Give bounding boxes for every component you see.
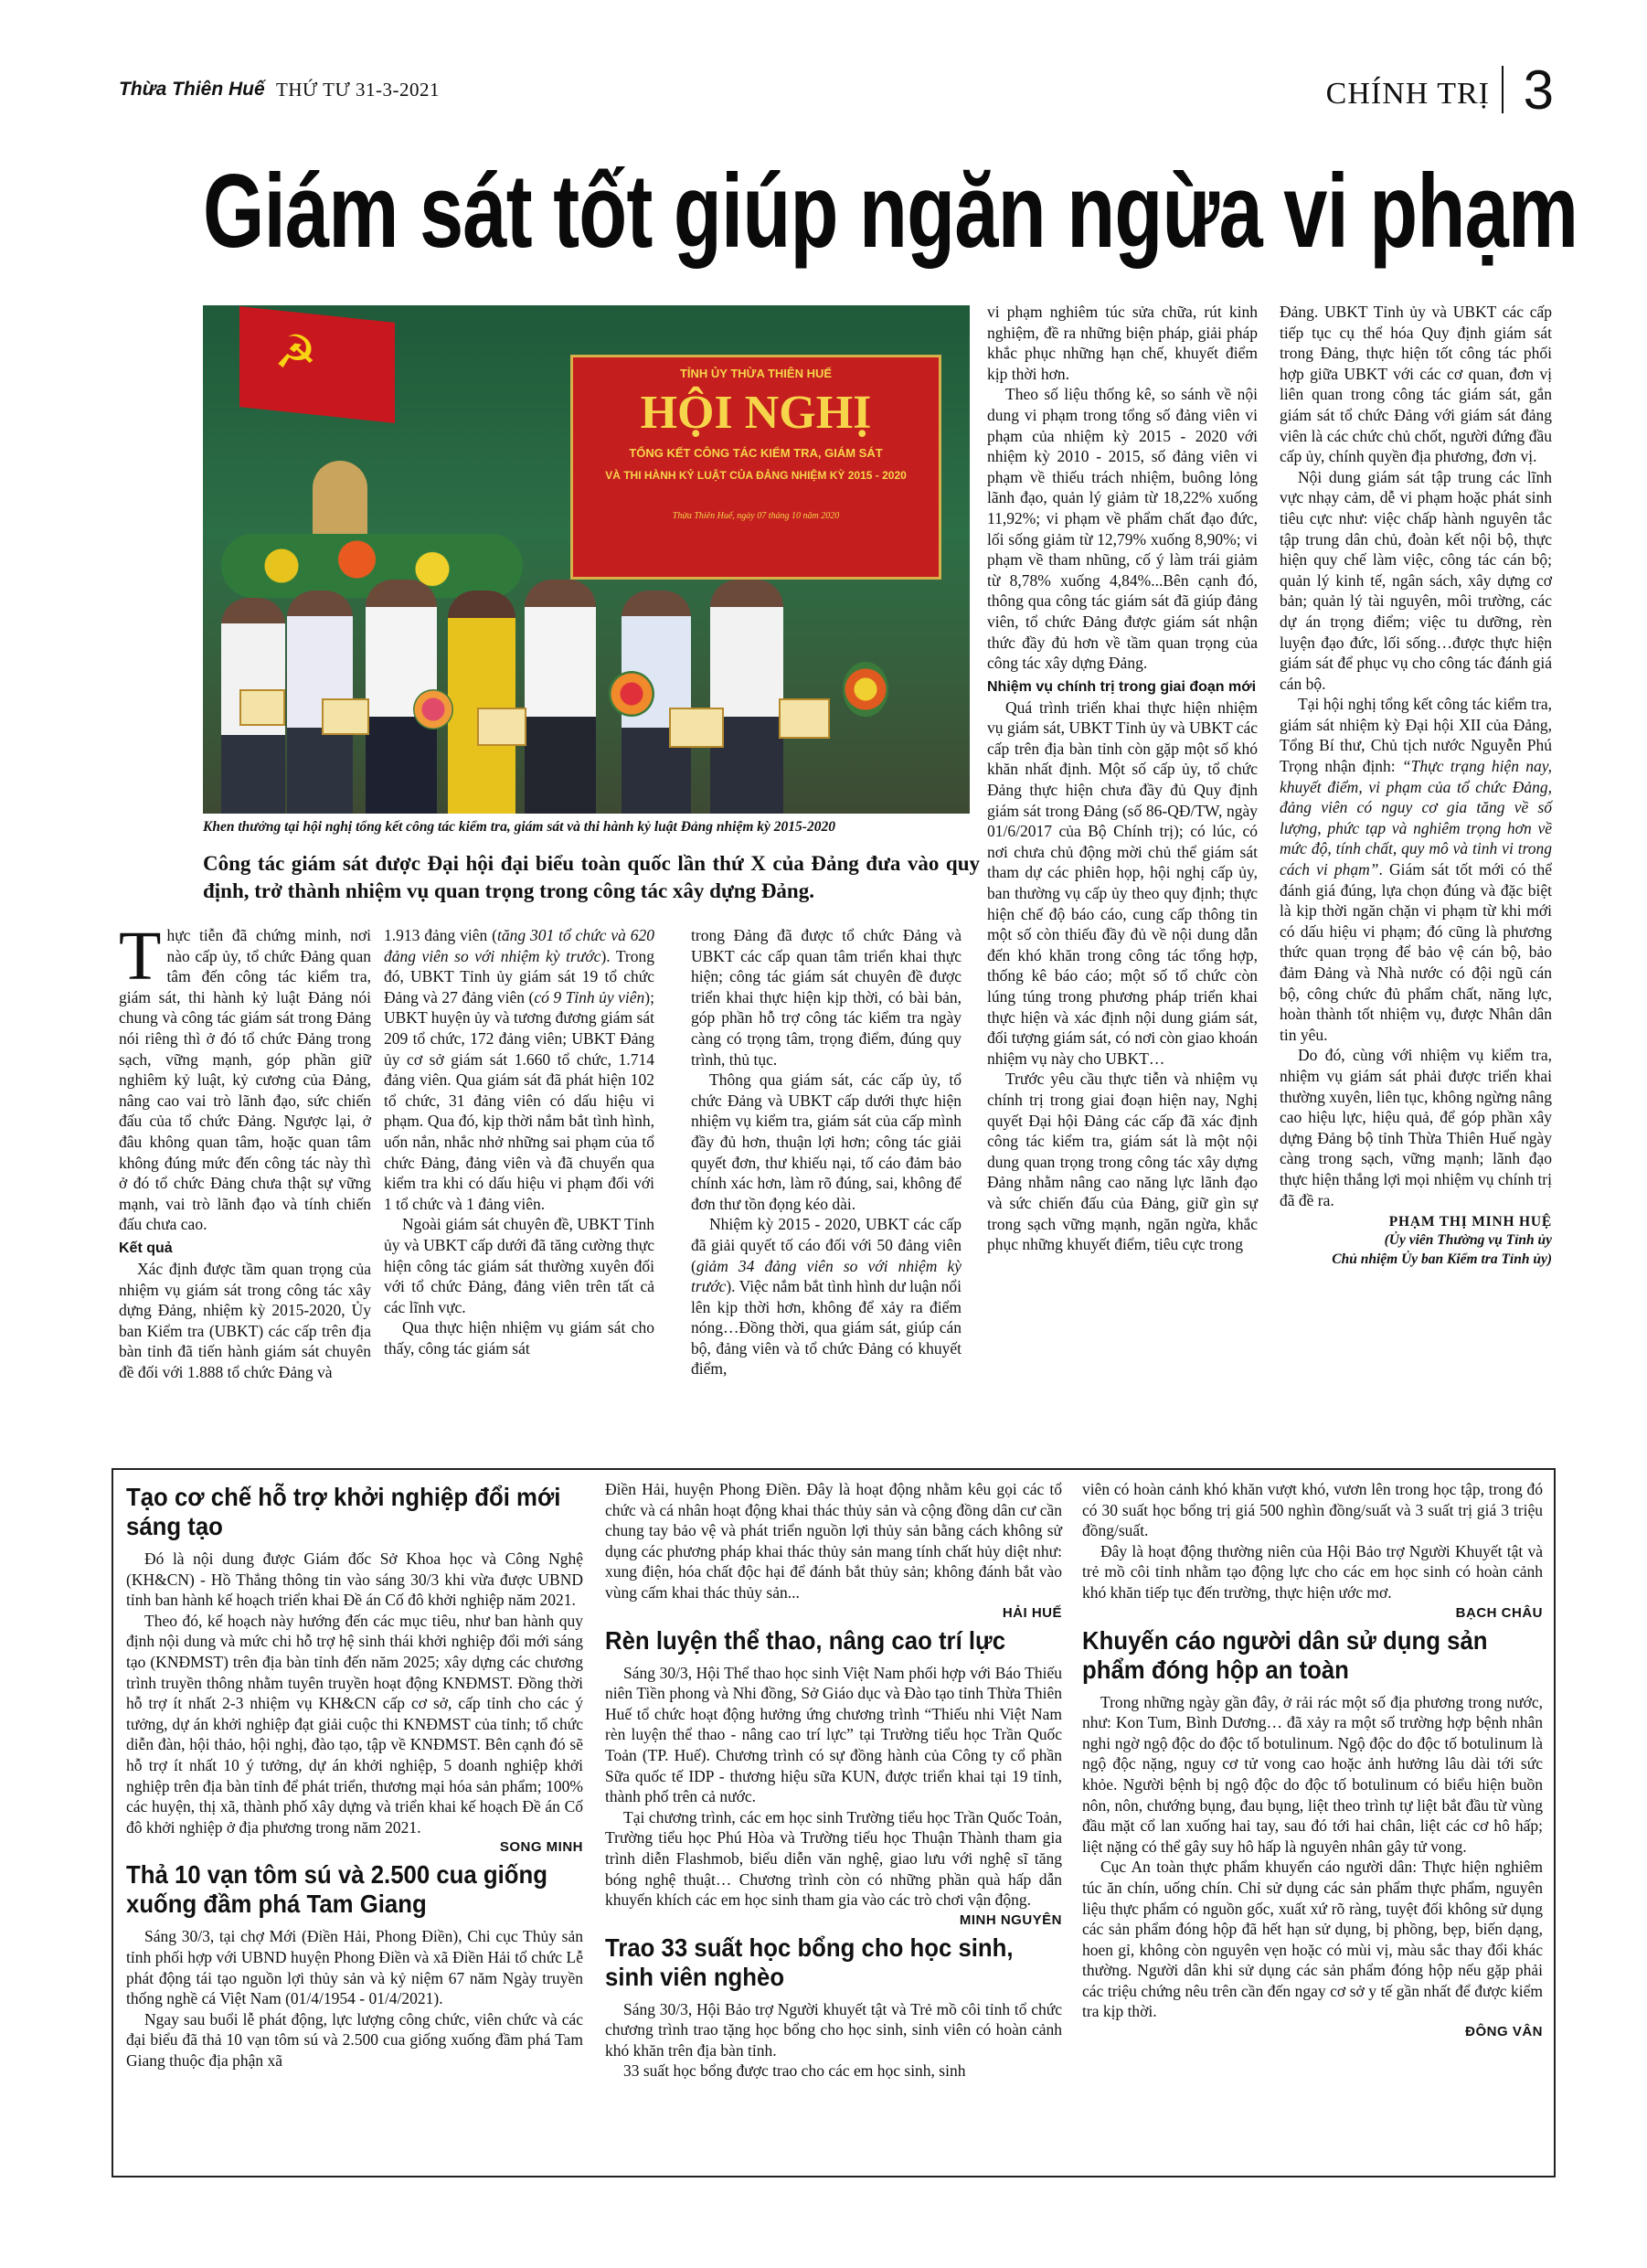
- author-title-2: Chủ nhiệm Ủy ban Kiểm tra Tỉnh ủy): [1332, 1251, 1552, 1268]
- body-paragraph: trong Đảng đã được tổ chức Đảng và UBKT các cấp quan tâm triển khai thực hiện; công tác giám sát chuyên đề được triển khai thực hiện kịp thời, có bài bản, góp phần hỗ trợ công tác kiểm tra ngày càng có trọng tâm, trọng điểm, đúng quy trình, thủ tục.: [691, 926, 962, 1069]
- party-flag: [239, 306, 395, 423]
- news-paragraph: Cục An toàn thực phẩm khuyến cáo người dân: Thực hiện nghiêm túc ăn chín, uống chín. Chỉ sử dụng các sản phẩm thực phẩm, nguyên liệu thực phẩm có nguồn gốc, xuất xứ rõ ràng, tuyệt đối không sử dụng các sản phẩm đóng hộp đã hết hạn sử dụng, bị phồng, bẹp, biến dạng, hoen gỉ, không còn nguyên vẹn hoặc có mùi vị, màu sắc thay đổi khác thường. Người dân khi sử dụng các sản phẩm đóng hộp nếu gặp phải các triệu chứng nêu trên cần đến ngay cơ sở y tế gần nhất để được kiểm tra kịp thời.: [1082, 1858, 1543, 2021]
- issue-date: THỨ TƯ 31-3-2021: [276, 79, 441, 101]
- page-number: 3: [1523, 59, 1554, 121]
- body-paragraph: Nhiệm kỳ 2015 - 2020, UBKT các cấp đã giải quyết tố cáo đối với 50 đảng viên (giảm 34 đảng viên so với nhiệm kỳ trước). Việc nắm bắt tình hình dư luận nổi lên kịp thời hơn, không để xảy ra điểm nóng…Đồng thời, qua giám sát, giúp cán bộ, đảng viên và tổ chức Đảng có khuyết điểm,: [691, 1215, 962, 1379]
- article-column-1: [119, 918, 371, 1382]
- news-paragraph: Sáng 30/3, Hội Thể thao học sinh Việt Nam phối hợp với Báo Thiếu niên Tiền phong và Nhi đồng, Sở Giáo dục và Đào tạo tỉnh Thừa Thiên Huế tổ chức hoạt động hưởng ứng chương trình “Thiếu nhi Việt Nam rèn luyện thể thao - nâng cao trí lực” tại Trường tiểu học Trần Quốc Toản (TP. Huế). Chương trình có sự đồng hành của Công ty cổ phần Sữa quốc tế IDP - thương hiệu sữa KUN, được triển khai tại 19 tỉnh, thành phố trên cả nước.: [605, 1663, 1062, 1806]
- banner-line1: TỔNG KẾT CÔNG TÁC KIỂM TRA, GIÁM SÁT: [629, 446, 883, 460]
- body-paragraph: Nội dung giám sát tập trung các lĩnh vực nhạy cảm, dễ vi phạm hoặc phát sinh tiêu cực như: việc chấp hành nguyên tắc tập trung dân chủ, đoàn kết nội bộ, thực hiện quy chế làm việc, công tác cán bộ; quản lý kinh tế, ngân sách, xây dựng cơ bản; quản lý tài nguyên, môi trường, các dự án trọng điểm; việc tu dưỡng, rèn luyện đạo đức, lối sống…được thực hiện giám sát để phục vụ cho công tác đánh giá cán bộ.: [1280, 467, 1552, 693]
- subhead-ketqua: Kết quả: [119, 1240, 173, 1256]
- banner-title: HỘI NGHỊ: [640, 387, 872, 439]
- body-paragraph: Trước yêu cầu thực tiễn và nhiệm vụ chính trị trong giai đoạn hiện nay, Nghị quyết Đại hội Đảng các cấp đã xác định công tác kiểm tra, giám sát là một nội dung quan trọng trong công tác xây dựng Đảng nhằm nâng cao năng lực lãnh đạo và sức chiến đấu của Đảng, giữ gìn sự trong sạch vững mạnh, ngăn ngừa, khắc phục những khuyết điểm, tiêu cực trong: [987, 1070, 1258, 1254]
- news-byline: BẠCH CHÂU: [1455, 1604, 1543, 1621]
- news-paragraph: Ngay sau buổi lễ phát động, lực lượng công chức, viên chức và các đại biểu đã thả 10 vạn tôm sú và 2.500 cua giống xuống đầm phá Tam Giang thuộc địa phận xã: [126, 2009, 583, 2070]
- news-paragraph: Đó là nội dung được Giám đốc Sở Khoa học và Công Nghệ (KH&CN) - Hồ Thắng thông tin vào sáng 30/3 khi vừa được UBND tỉnh ban hành kế hoạch triển khai Đề án Cố đô khởi nghiệp năm 2021.: [126, 1549, 583, 1610]
- bust: [313, 461, 367, 543]
- news-byline: SONG MINH: [499, 1839, 583, 1856]
- news-column-3: [1082, 1479, 1543, 2045]
- body-paragraph: Ngoài giám sát chuyên đề, UBKT Tỉnh ủy và UBKT cấp dưới đã tăng cường thực hiện công tác giám sát thường xuyên đối với tổ chức Đảng, đảng viên trên tất cả các lĩnh vực.: [384, 1215, 654, 1316]
- certificate: [669, 708, 724, 748]
- news-paragraph: 33 suất học bổng được trao cho các em học sinh, sinh: [623, 2061, 966, 2081]
- body-paragraph: Quá trình triển khai thực hiện nhiệm vụ giám sát, UBKT Tỉnh ủy và UBKT các cấp trên địa bàn tỉnh còn gặp một số khó khăn nhất định. Một số cấp ủy, tổ chức Đảng thực hiện chưa đầy đủ Quy định giám sát trong Đảng (số 86-QĐ/TW, ngày 01/6/2017 của Bộ Chính trị); có lúc, có nơi chưa chủ động mời chủ thể giám sát tham dự các phiên họp, hội nghị cấp ủy, ban thường vụ cấp ủy theo quy định; thực hiện chế độ báo cáo, cung cấp thông tin một số còn thiếu đầy đủ về nội dung dẫn đến khó khăn trong công tác tổng hợp, thống kê báo cáo; một số tổ chức còn lúng túng trong phương pháp triển khai thực hiện và xác định nội dung giám sát, đối tượng giám sát, có nơi còn giao khoán nhiệm vụ này cho UBKT…: [987, 697, 1259, 1068]
- conference-banner: [570, 355, 941, 580]
- body-paragraph: Thực tiễn đã chứng minh, nơi nào cấp ủy, tổ chức Đảng quan tâm đến công tác kiểm tra, giám sát, thi hành kỷ luật Đảng nói chung và công tác giám sát trong Đảng nói riêng thì ở đó tổ chức Đảng trong sạch, vững mạnh, góp phần giữ nghiêm kỷ luật, kỷ cương của Đảng, nâng cao vai trò lãnh đạo, sức chiến đấu của tổ chức Đảng. Ngược lại, ở đâu không quan tâm, hoặc quan tâm không đúng mức đến công tác này thì ở đó tổ chức Đảng chưa thật sự vững mạnh, vai trò lãnh đạo và tính chiến đấu chưa cao.: [119, 918, 371, 1234]
- body-paragraph: Thông qua giám sát, các cấp ủy, tổ chức Đảng và UBKT cấp dưới thực hiện nhiệm vụ kiểm tra, giám sát của cấp mình đầy đủ hơn, thuận lợi hơn; công tác giải quyết đơn, thư khiếu nại, tố cáo đảm bảo chính xác hơn, làm rõ đúng, sai, không để đơn thư tồn đọng kéo dài.: [691, 1070, 962, 1213]
- news-paragraph: Sáng 30/3, Hội Bảo trợ Người khuyết tật và Trẻ mồ côi tỉnh tổ chức chương trình trao tặng học bổng cho học sinh, sinh viên có hoàn cảnh khó khăn trên địa bàn tỉnh.: [605, 1999, 1062, 2060]
- main-photo: [203, 305, 970, 814]
- dropcap: T: [119, 918, 162, 995]
- person: [448, 591, 515, 814]
- news-title: Tạo cơ chế hỗ trợ khởi nghiệp đổi mới sáng tạo: [126, 1483, 561, 1540]
- person: [525, 580, 596, 814]
- news-paragraph: Điền Hải, huyện Phong Điền. Đây là hoạt động nhằm kêu gọi các tổ chức và cá nhân hoạt động khai thác thủy sản và cộng đồng dân cư cần chung tay bảo vệ và phát triển nguồn lợi thủy sản bằng cách không sử dụng các phương pháp khai thác thủy sản mang tính chất hủy diệt như: xung điện, hóa chất độc hại để đánh bắt thủy sản; không đánh bắt vào vùng cấm khai thác thủy sản...: [605, 1480, 1062, 1602]
- news-paragraph: Theo đó, kế hoạch này hướng đến các mục tiêu, như ban hành quy định nội dung và mức chi hỗ trợ hệ sinh thái khởi nghiệp đổi mới sáng tạo (KNĐMST) trên địa bàn tỉnh đến năm 2025; xây dựng các chương trình truyền thông nhằm tuyên truyền hoạt động KNĐMST. Đồng thời hỗ trợ ít nhất 2-3 nhiệm vụ KH&CN cấp cơ sở, cấp tỉnh cho các ý tưởng, dự án khởi nghiệp đạt giải cuộc thi KNĐMST của tỉnh; tổ chức diễn đàn, hội thảo, hội nghị, đào tạo, tập về KNĐMST. Bên cạnh đó sẽ hỗ trợ ít nhất 10 ý tưởng, dự án khởi nghiệp, 5 doanh nghiệp khởi nghiệp trên địa bàn tỉnh để phát triển, thương mại hóa sản phẩm; 100% các huyện, thị xã, thành phố xây dựng và triển khai kế hoạch Đề án Cố đô khởi nghiệp ở địa phương trong năm 2021.: [126, 1611, 583, 1837]
- news-title: Thả 10 vạn tôm sú và 2.500 cua giống xuống đầm phá Tam Giang: [126, 1860, 547, 1919]
- certificate: [239, 689, 285, 726]
- subhead-nhiemvu: Nhiệm vụ chính trị trong giai đoạn mới: [987, 678, 1257, 695]
- author-title-1: (Ủy viên Thường vụ Tỉnh ủy: [1384, 1232, 1552, 1249]
- author-name: PHẠM THỊ MINH HUỆ: [1388, 1214, 1552, 1230]
- banner-org: TỈNH ỦY THỪA THIÊN HUẾ: [679, 367, 833, 380]
- news-paragraph: Sáng 30/3, tại chợ Mới (Điền Hải, Phong Điền), Chi cục Thủy sản tỉnh phối hợp với UBND huyện Phong Điền và xã Điền Hải tổ chức Lễ phát động tái tạo nguồn lợi thủy sản và kỷ niệm 67 năm Ngày truyền thống nghề cá Việt Nam (01/4/1954 - 01/4/2021).: [126, 1927, 583, 2008]
- article-column-5: [1280, 302, 1552, 1269]
- headline: Giám sát tốt giúp ngăn ngừa vi phạm: [203, 154, 1578, 270]
- news-byline: ĐÔNG VÂN: [1465, 2024, 1543, 2040]
- flower-bouquet: [609, 671, 654, 717]
- news-byline: HẢI HUẾ: [1002, 1604, 1062, 1621]
- news-title: Rèn luyện thể thao, nâng cao trí lực: [605, 1625, 1006, 1655]
- flower-bouquet: [413, 689, 453, 729]
- banner-line2: VÀ THI HÀNH KỶ LUẬT CỦA ĐẢNG NHIỆM KỲ 2015 - 2020: [605, 469, 907, 482]
- body-paragraph: Do đó, cùng với nhiệm vụ kiểm tra, nhiệm vụ giám sát phải được triển khai thường xuyên, liên tục, không ngừng nâng cao hiệu lực, hiệu quả, để góp phần xây dựng Đảng bộ tỉnh Thừa Thiên Huế ngày càng trong sạch, vững mạnh; lãnh đạo thực hiện thắng lợi mọi nhiệm vụ chính trị đã đề ra.: [1280, 1046, 1552, 1209]
- body-paragraph: Tại hội nghị tổng kết công tác kiểm tra, giám sát nhiệm kỳ Đại hội XII của Đảng, Tổng Bí thư, Chủ tịch nước Nguyễn Phú Trọng nhận định: “Thực trạng hiện nay, khuyết điểm, vi phạm của tổ chức Đảng, đảng viên có nguy cơ gia tăng về số lượng, phức tạp và nghiêm trọng hơn về mức độ, tính chất, quy mô và tinh vi trong cách vi phạm”. Giám sát tốt mới có thể đánh giá đúng, lựa chọn đúng và đặc biệt là kịp thời ngăn chặn vi phạm từ khi mới có dấu hiệu vi phạm; đó cũng là phương thức quan trọng để bảo vệ cán bộ, bảo đảm Đảng và Nhà nước có đội ngũ cán bộ, công chức đủ phẩm chất, năng lực, hoàn thành tốt nhiệm vụ, được Nhân dân tin yêu.: [1280, 695, 1552, 1044]
- news-column-2: [605, 1479, 1062, 2082]
- news-paragraph: Trong những ngày gần đây, ở rải rác một số địa phương trong nước, như: Kon Tum, Bình Dương… đã xảy ra một số trường hợp bệnh nhân nghi ngờ ngộ độc do độc tố botulinum. Ngộ độc do độc tố botulinum là ngộ độc nặng, nguy cơ tử vong cao hoặc ảnh hưởng lâu dài tới sức khỏe. Người bệnh bị ngộ độc do độc tố botulinum có biểu hiện buồn nôn, nôn, chướng bụng, đau bụng, liệt theo trình tự liệt bắt đầu từ vùng đầu mặt cổ lan xuống hai tay, sau đó tới hai chân, liệt các cơ hô hấp; liệt nặng có thể gây suy hô hấp là nguyên nhân gây tử vong.: [1082, 1692, 1543, 1856]
- news-byline: MINH NGUYÊN: [959, 1911, 1062, 1928]
- article-column-2: [384, 925, 654, 1358]
- certificate: [477, 708, 526, 746]
- certificate: [779, 698, 830, 739]
- news-column-1: [126, 1479, 583, 2071]
- news-title: Khuyến cáo người dân sử dụng sản phẩm đóng hộp an toàn: [1082, 1625, 1488, 1684]
- body-paragraph: 1.913 đảng viên (tăng 301 tổ chức và 620 đảng viên so với nhiệm kỳ trước). Trong đó, UBKT Tỉnh ủy giám sát 19 tổ chức Đảng và 27 đảng viên (có 9 Tỉnh ủy viên); UBKT huyện ủy và tương đương giám sát 209 tổ chức, 172 đảng viên; UBKT Đảng ủy cơ sở giám sát 1.660 tổ chức, 1.714 đảng viên. Qua giám sát đã phát hiện 102 tổ chức, 31 đảng viên có dấu hiệu vi phạm. Qua đó, kịp thời nắm bắt tình hình, uốn nắn, nhắc nhở những sai phạm của tổ chức Đảng, đảng viên và đã chuyển qua kiểm tra khi có dấu hiệu vi phạm đối với 1 tổ chức và 1 đảng viên.: [384, 926, 654, 1213]
- news-paragraph: Tại chương trình, các em học sinh Trường tiểu học Trần Quốc Toản, Trường tiểu học Phú Hòa và Trường tiểu học Thuận Thành tham gia trình diễn Flashmob, biểu diễn văn nghệ, giao lưu với nghệ sĩ tăng bóng nghệ thuật… Chương trình còn có những phần quà hấp dẫn khuyến khích các em học sinh tham gia vào các trò chơi vận động.: [605, 1807, 1062, 1910]
- body-paragraph: Theo số liệu thống kê, so sánh về nội dung vi phạm trong tổng số đảng viên vi phạm của nhiệm kỳ 2015 - 2020 với nhiệm kỳ 2010 - 2015, số đảng viên vi phạm về thiếu trách nhiệm, buông lỏng lãnh đạo, quản lý giảm từ 18,22% xuống 11,92%; vi phạm về phẩm chất đạo đức, lối sống giảm từ 12,79% xuống 8,90%; vi phạm về tham nhũng, cố ý làm trái giảm từ 8,78% xuống 4,84%...Bên cạnh đó, thông qua công tác giám sát đã giúp đảng viên, tổ chức Đảng được giám sát nhận thức đầy đủ hơn về tầm quan trọng của công tác xây dựng Đảng.: [987, 385, 1258, 673]
- page-header: [119, 59, 1554, 122]
- flower-bouquet: [843, 662, 888, 717]
- news-paragraph: Đây là hoạt động thường niên của Hội Bảo trợ Người Khuyết tật và trẻ mồ côi tỉnh nhằm tạo động lực cho các em học sinh có hoàn cảnh khó khăn tiếp tục đến trường, thực hiện ước mơ.: [1082, 1541, 1543, 1602]
- paper-name: Thừa Thiên Huế: [119, 79, 265, 100]
- certificate: [322, 698, 369, 735]
- section-name: CHÍNH TRỊ: [1325, 77, 1490, 111]
- news-title: Trao 33 suất học bổng cho học sinh, sinh viên nghèo: [605, 1933, 1014, 1991]
- body-paragraph: Đảng. UBKT Tỉnh ủy và UBKT các cấp tiếp tục cụ thể hóa Quy định giám sát trong Đảng, thực hiện tốt công tác phối hợp giữa UBKT với các cơ quan, đơn vị liên quan trong công tác giám sát, gắn giám sát tổ chức Đảng với giám sát đảng viên là các chức chủ chốt, người đứng đầu cấp ủy, chính quyền địa phương, đơn vị.: [1280, 303, 1552, 466]
- sapo: Công tác giám sát được Đại hội đại biểu toàn quốc lần thứ X của Đảng đưa vào quy định, trở thành nhiệm vụ quan trọng trong công tác xây dựng Đảng.: [203, 852, 980, 902]
- article-column-4: [987, 302, 1258, 1255]
- banner-date: Thừa Thiên Huế, ngày 07 tháng 10 năm 2020: [672, 511, 840, 521]
- article-column-3: [691, 925, 962, 1379]
- person: [710, 580, 783, 814]
- news-paragraph: viên có hoàn cảnh khó khăn vượt khó, vươn lên trong học tập, trong đó có 30 suất học bổng trị giá 500 nghìn đồng/suất và 3 suất trị giá 3 triệu đồng/suất.: [1082, 1480, 1543, 1540]
- header-divider: [1502, 66, 1504, 113]
- hammer-sickle-icon: ☭: [274, 325, 317, 382]
- body-paragraph: Xác định được tầm quan trọng của nhiệm vụ giám sát trong công tác xây dựng Đảng, nhiệm kỳ 2015-2020, Ủy ban Kiểm tra (UBKT) các cấp trên địa bàn tỉnh đã tiến hành giám sát chuyên đề đối với 1.888 tổ chức Đảng và: [119, 1259, 371, 1381]
- photo-caption: Khen thưởng tại hội nghị tổng kết công tác kiểm tra, giám sát và thi hành kỷ luật Đảng nhiệm kỳ 2015-2020: [203, 819, 835, 835]
- body-paragraph: Qua thực hiện nhiệm vụ giám sát cho thấy, công tác giám sát: [384, 1318, 654, 1358]
- body-paragraph: vi phạm nghiêm túc sửa chữa, rút kinh nghiệm, đề ra những biện pháp, giải pháp khắc phục những hạn chế, khuyết điểm kịp thời hơn.: [987, 303, 1258, 383]
